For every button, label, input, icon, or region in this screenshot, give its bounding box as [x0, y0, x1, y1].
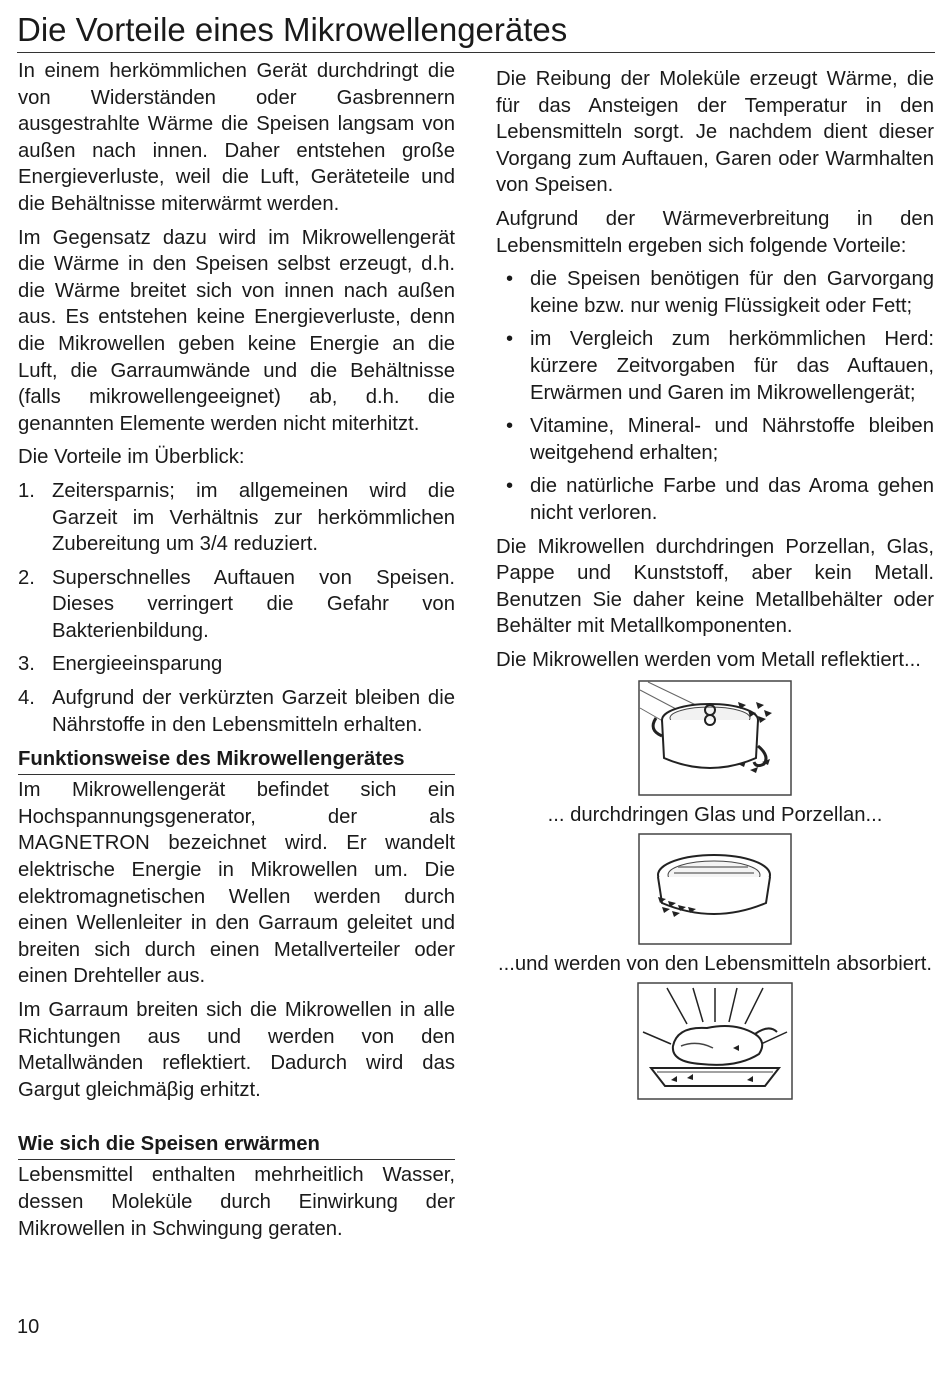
water-paragraph: Lebensmittel enthalten mehrheitlich Wasser, dessen Moleküle durch Einwirkung der Mikrowellen in Schwingung geraten.	[18, 1164, 455, 1240]
caption-food-absorbed: ...und werden von den Lebensmitteln absorbiert.	[497, 953, 933, 976]
section-heading-funktionsweise: Funktionsweise des Mikrowellengerätes	[18, 746, 455, 775]
glass-dish-illustration	[638, 833, 792, 945]
benefits-intro: Aufgrund der Wärmeverbreitung in den Lebensmitteln ergeben sich folgende Vorteile:	[496, 207, 934, 257]
list-item: • die Speisen benötigen für den Garvorgang keine bzw. nur wenig Flüssigkeit oder Fett;	[506, 268, 934, 317]
list-item: • die natürliche Farbe und das Aroma gehen nicht verloren.	[506, 475, 934, 524]
advantages-intro: Die Vorteile im Überblick:	[18, 446, 245, 469]
bullet-icon: •	[506, 415, 514, 438]
reflection-paragraph: Die Mikrowellen werden vom Metall reflektiert...	[496, 648, 921, 671]
metal-pot-illustration	[638, 680, 792, 796]
benefits-list	[496, 266, 934, 526]
intro-paragraph: In einem herkömmlichen Gerät durchdringt die von Widerständen oder Gasbrennern ausgestrahlte Wärme die Speisen langsam von außen nach innen. Daher entstehen große Energieverluste, weil die Luft, Geräteteile und die Behältnisse miterwärmt werden.	[18, 60, 455, 215]
magnetron-paragraph: Im Mikrowellengerät befindet sich ein Hochspannungsgenerator, der als MAGNETRON bezeichnet wird. Er wandelt elektrische Energie in Mikrowellen um. Die elektromagnetischen Wellen werden durch einen Wellenleiter in den Garraum geleitet und breiten sich durch einen Metallverteiler oder einen Drehteller aus.	[18, 779, 455, 988]
list-item: 1. Zeitersparnis; im allgemeinen wird die Garzeit im Verhältnis zur herkömmlichen Zubereitung um 3/4 reduziert.	[18, 479, 455, 556]
friction-paragraph: Die Reibung der Moleküle erzeugt Wärme, die für das Ansteigen der Temperatur in den Lebensmitteln sorgt. Je nachdem dient dieser Vorgang zum Auftauen, Garen oder Warmhalten von Speisen.	[496, 68, 934, 197]
page-title: Die Vorteile eines Mikrowellengerätes	[17, 8, 935, 53]
left-column	[18, 58, 455, 1249]
section-heading-erwaermen: Wie sich die Speisen erwärmen	[18, 1131, 455, 1160]
bullet-icon: •	[506, 328, 514, 351]
page-number: 10	[17, 1316, 40, 1338]
advantages-list	[18, 478, 455, 738]
garraum-paragraph: Im Garraum breiten sich die Mikrowellen in alle Richtungen aus und werden von den Metallwänden reflektiert. Dadurch wird das Gargut gleichmäβig erhitzt.	[18, 999, 455, 1101]
right-column	[496, 66, 934, 1100]
penetration-paragraph: Die Mikrowellen durchdringen Porzellan, Glas, Pappe und Kunststoff, aber kein Metall. Benutzen Sie daher keine Metallbehälter oder Behälter mit Metallkomponenten.	[496, 535, 934, 638]
bullet-icon: •	[506, 475, 514, 498]
list-item: • im Vergleich zum herkömmlichen Herd: kürzere Zeitvorgaben für das Auftauen, Erwärmen und Garen im Mikrowellengerät;	[506, 328, 934, 404]
caption-glass-porcelain: ... durchdringen Glas und Porzellan...	[547, 804, 883, 827]
list-item: • Vitamine, Mineral- und Nährstoffe bleiben weitgehend erhalten;	[506, 415, 934, 464]
comparison-paragraph: Im Gegensatz dazu wird im Mikrowellengerät die Wärme in den Speisen selbst erzeugt, d.h. die Wärme breitet sich von innen nach außen aus. Es entstehen keine Energieverluste, denn die Mikrowellen geben keine Energie an die Luft, die Garraumwände und die Behältnisse (falls mikrowellengeeignet) ab, d.h. die genannten Elemente werden nicht miterhitzt.	[18, 226, 455, 435]
food-absorption-illustration	[637, 982, 793, 1100]
list-item: 2. Superschnelles Auftauen von Speisen. Dieses verringert die Gefahr von Bakterienbildung.	[18, 566, 455, 642]
bullet-icon: •	[506, 268, 514, 291]
list-item: 4. Aufgrund der verkürzten Garzeit bleiben die Nährstoffe in den Lebensmitteln erhalten.	[18, 687, 455, 736]
list-item: 3. Energieeinsparung	[18, 653, 223, 676]
